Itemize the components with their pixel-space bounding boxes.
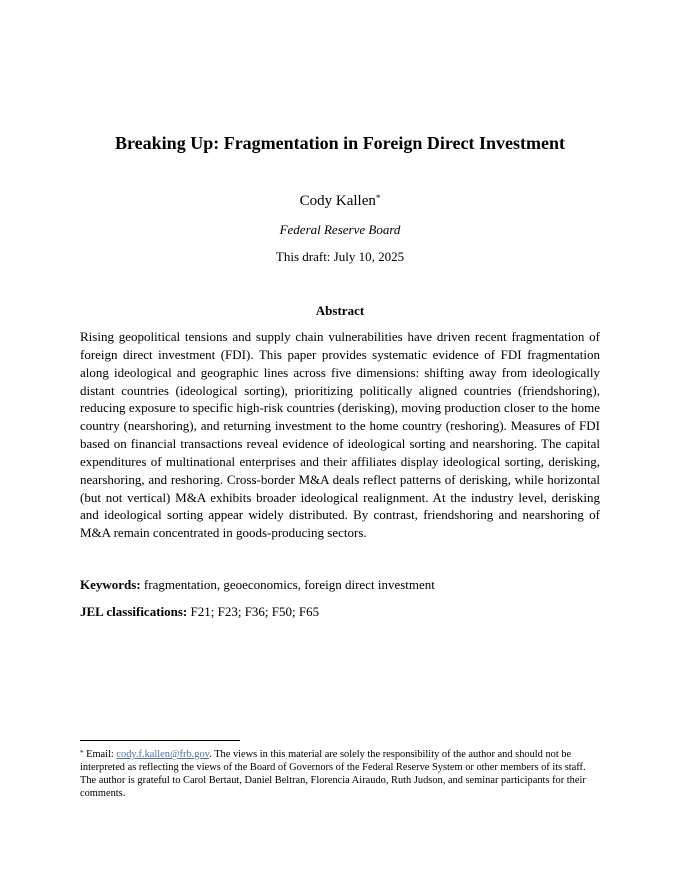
footnote [80, 748, 600, 800]
abstract-text: Rising geopolitical tensions and supply chain vulnerabilities have driven recent fragmentation of foreign direct investment (FDI). This paper provides systematic evidence of FDI fragmentation along ideological and geographic lines across five dimensions: shifting away from ideologically distant countries (ideological sorting), prioritizing politically aligned countries (friendshoring), reducing exposure to specific high-risk countries (derisking), moving production closer to the home country (nearshoring), and returning investment to the home country (reshoring). Measures of FDI based on financial transactions reveal evidence of ideological sorting and nearshoring. The capital expenditures of multinational enterprises and their affiliates display ideological sorting, derisking, nearshoring, and reshoring. Cross-border M&A deals reflect patterns of derisking, while horizontal (but not vertical) M&A exhibits broader ideological realignment. At the industry level, derisking and ideological sorting appear widely distributed. By contrast, friendshoring and nearshoring of M&A remain concentrated in goods-producing sectors. [80, 329, 600, 541]
author-footnote-marker[interactable]: * [375, 193, 381, 203]
author-name: Cody Kallen [299, 193, 376, 209]
jel-line [80, 603, 600, 620]
draft-date: This draft: July 10, 2025 [275, 249, 405, 264]
keywords-value: fragmentation, geoeconomics, foreign direct investment [143, 577, 435, 592]
author-email-link[interactable]: cody.f.kallen@frb.gov [116, 749, 210, 760]
keywords-label: Keywords: [80, 577, 141, 592]
paper-title: Breaking Up: Fragmentation in Foreign Direct Investment [115, 133, 565, 153]
footnote-text: . The views in this material are solely the responsibility of the author and should not be interpreted as reflecting the views of the Board of Governors of the Federal Reserve System or other members of its staff. The author is grateful to Carol Bertaut, Daniel Beltran, Florencia Airaudo, Ruth Judson, and seminar participants for their comments. [80, 749, 586, 799]
footnote-divider [80, 740, 240, 741]
author-line [40, 192, 640, 211]
jel-label: JEL classifications: [80, 604, 188, 619]
footnote-email-label: Email: [86, 749, 114, 760]
abstract-heading: Abstract [315, 303, 365, 318]
author-affiliation: Federal Reserve Board [279, 222, 401, 237]
footnote-marker: * [80, 749, 84, 757]
jel-value: F21; F23; F36; F50; F65 [190, 604, 320, 619]
keywords-line [80, 576, 600, 593]
